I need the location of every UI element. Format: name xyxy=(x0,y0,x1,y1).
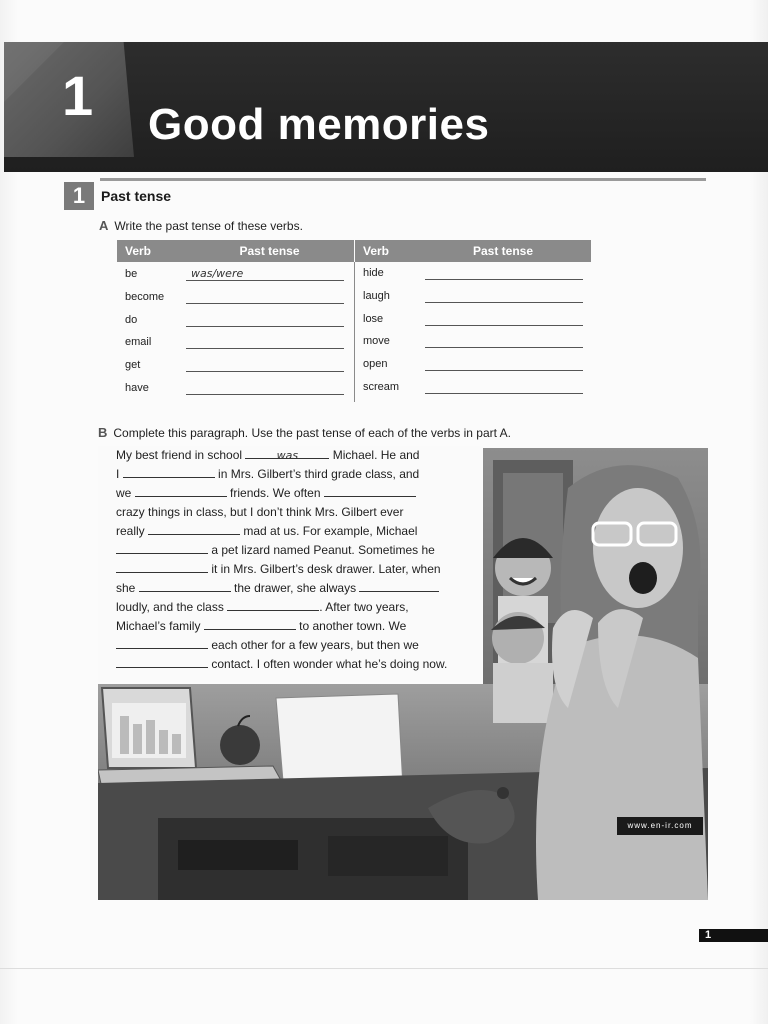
part-b-instruction xyxy=(98,425,511,440)
answer-line-right-4[interactable] xyxy=(425,347,583,348)
para-blank-3[interactable] xyxy=(135,484,227,497)
answer-line-left-4[interactable] xyxy=(186,348,344,349)
section-rule xyxy=(100,178,706,181)
para-blank-8[interactable] xyxy=(139,579,231,592)
para-blank-9[interactable] xyxy=(359,579,439,592)
website-watermark: www.en-ir.com xyxy=(617,817,703,835)
bottom-rule xyxy=(0,968,768,969)
left-verb-2: become xyxy=(125,291,165,303)
answer-line-right-6[interactable] xyxy=(425,393,583,394)
para-text: crazy things in class, but I don’t think Mrs. Gilbert ever xyxy=(116,505,404,519)
part-a-instruction-text: Write the past tense of these verbs. xyxy=(114,219,303,233)
para-blank-11[interactable] xyxy=(204,617,296,630)
right-verb-6: scream xyxy=(363,381,400,393)
part-a-letter: A xyxy=(99,218,109,233)
para-blank-7[interactable] xyxy=(116,560,208,573)
section-number: 1 xyxy=(64,182,94,210)
para-text: I xyxy=(116,467,120,481)
verb-table xyxy=(117,240,591,404)
section-title: Past tense xyxy=(101,188,172,204)
para-text: a pet lizard named Peanut. Sometimes he xyxy=(211,543,435,557)
part-b-instruction-text: Complete this paragraph. Use the past tense of each of the verbs in part A. xyxy=(113,426,511,440)
left-verb-5: get xyxy=(125,359,141,371)
part-a-instruction xyxy=(99,218,303,233)
answer-line-left-2[interactable] xyxy=(186,303,344,304)
answer-line-right-2[interactable] xyxy=(425,302,583,303)
para-text: mad at us. For example, Michael xyxy=(243,524,418,538)
answer-line-left-3[interactable] xyxy=(186,326,344,327)
answer-line-left-1[interactable] xyxy=(186,280,344,281)
left-verb-6: have xyxy=(125,382,149,394)
para-blank-4[interactable] xyxy=(324,484,416,497)
left-verb-4: email xyxy=(125,336,152,348)
para-text: Michael. He and xyxy=(332,448,420,462)
verb-header-right: Verb xyxy=(355,240,423,262)
table-divider xyxy=(354,262,355,402)
answer-line-right-3[interactable] xyxy=(425,325,583,326)
para-blank-5[interactable] xyxy=(148,522,240,535)
para-text: friends. We often xyxy=(230,486,321,500)
right-verb-3: lose xyxy=(363,313,384,325)
para-text: it in Mrs. Gilbert’s desk drawer. Later, when xyxy=(211,562,441,576)
apple xyxy=(220,725,260,765)
unit-title: Good memories xyxy=(148,100,490,149)
answer-line-right-1[interactable] xyxy=(425,279,583,280)
para-blank-12[interactable] xyxy=(116,636,208,649)
answer-line-left-6[interactable] xyxy=(186,394,344,395)
para-blank-1[interactable]: was xyxy=(245,446,329,459)
right-verb-2: laugh xyxy=(363,290,390,302)
para-text: . After two years, xyxy=(319,600,409,614)
past-header-right: Past tense xyxy=(415,240,591,262)
part-b-letter: B xyxy=(98,425,108,440)
para-text: each other for a few years, but then we xyxy=(211,638,419,652)
para-text: Michael’s family xyxy=(116,619,201,633)
para-blank-6[interactable] xyxy=(116,541,208,554)
page-number: 1 xyxy=(699,929,768,942)
example-answer: was/were xyxy=(191,267,244,280)
verb-header-left: Verb xyxy=(117,240,193,262)
para-text: she xyxy=(116,581,136,595)
para-blank-2[interactable] xyxy=(123,465,215,478)
para-blank-13[interactable] xyxy=(116,655,208,668)
para-text: My best friend in school xyxy=(116,448,243,462)
answer-line-left-5[interactable] xyxy=(186,371,344,372)
left-verb-1: be xyxy=(125,268,138,280)
right-verb-4: move xyxy=(363,335,390,347)
past-header-left: Past tense xyxy=(185,240,354,262)
right-verb-1: hide xyxy=(363,267,384,279)
answer-line-right-5[interactable] xyxy=(425,370,583,371)
para-text: to another town. We xyxy=(299,619,407,633)
para-text: loudly, and the class xyxy=(116,600,224,614)
para-text: in Mrs. Gilbert’s third grade class, and xyxy=(218,467,420,481)
left-verb-3: do xyxy=(125,314,138,326)
para-text: really xyxy=(116,524,145,538)
unit-number: 1 xyxy=(62,64,94,127)
para-text: we xyxy=(116,486,132,500)
right-verb-5: open xyxy=(363,358,388,370)
para-text: the drawer, she always xyxy=(234,581,357,595)
para-text: contact. I often wonder what he’s doing now. xyxy=(211,657,448,671)
para-blank-10[interactable] xyxy=(227,598,319,611)
paragraph xyxy=(116,446,476,674)
